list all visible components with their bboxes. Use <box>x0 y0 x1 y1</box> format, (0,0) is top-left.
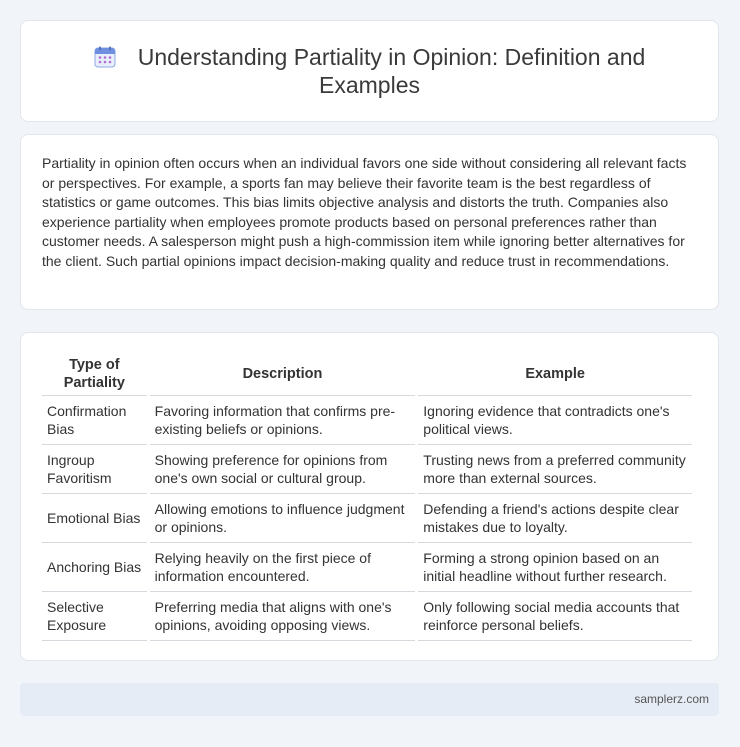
cell-type: Selective Exposure <box>42 592 147 641</box>
cell-example: Ignoring evidence that contradicts one's political views. <box>418 396 692 445</box>
cell-type: Ingroup Favoritism <box>42 445 147 494</box>
page-title-container <box>70 43 670 99</box>
cell-type: Emotional Bias <box>42 494 147 543</box>
intro-paragraph: Partiality in opinion often occurs when an individual favors one side without considering all relevant facts or perspectives. For example, a sports fan may believe their favorite team is the best regardless of statistics or game outcomes. This bias limits objective analysis and distorts the truth. Companies also experience partiality when employees promote products based on personal preferences rather than customer needs. A salesperson might push a high-commission item while ignoring better alternatives for the client. Such partial opinions impact decision-making quality and reduce trust in recommendations. <box>42 155 687 269</box>
intro-card <box>20 134 719 310</box>
cell-description: Relying heavily on the first piece of information encountered. <box>150 543 416 592</box>
table-card <box>20 332 719 661</box>
footer-bar <box>20 683 719 716</box>
table-row <box>42 543 692 592</box>
footer-site-link[interactable]: samplerz.com <box>634 692 709 706</box>
cell-type: Anchoring Bias <box>42 543 147 592</box>
cell-description: Showing preference for opinions from one's own social or cultural group. <box>150 445 416 494</box>
page-title: Understanding Partiality in Opinion: Definition and Examples <box>137 44 646 98</box>
cell-type: Confirmation Bias <box>42 396 147 445</box>
cell-example: Defending a friend's actions despite clear mistakes due to loyalty. <box>418 494 692 543</box>
header-card <box>20 20 719 122</box>
table-row <box>42 445 692 494</box>
cell-example: Forming a strong opinion based on an initial headline without further research. <box>418 543 692 592</box>
cell-example: Trusting news from a preferred community more than external sources. <box>418 445 692 494</box>
cell-description: Preferring media that aligns with one's opinions, avoiding opposing views. <box>150 592 416 641</box>
cell-description: Allowing emotions to influence judgment or opinions. <box>150 494 416 543</box>
table-row <box>42 396 692 445</box>
cell-example: Only following social media accounts that reinforce personal beliefs. <box>418 592 692 641</box>
column-header-description: Description <box>150 353 416 396</box>
calendar-icon <box>94 46 116 68</box>
partiality-table <box>39 353 695 641</box>
table-row <box>42 494 692 543</box>
table-header-row <box>42 353 692 396</box>
column-header-example: Example <box>418 353 692 396</box>
table-row <box>42 592 692 641</box>
column-header-type: Type of Partiality <box>42 353 147 396</box>
cell-description: Favoring information that confirms pre-existing beliefs or opinions. <box>150 396 416 445</box>
